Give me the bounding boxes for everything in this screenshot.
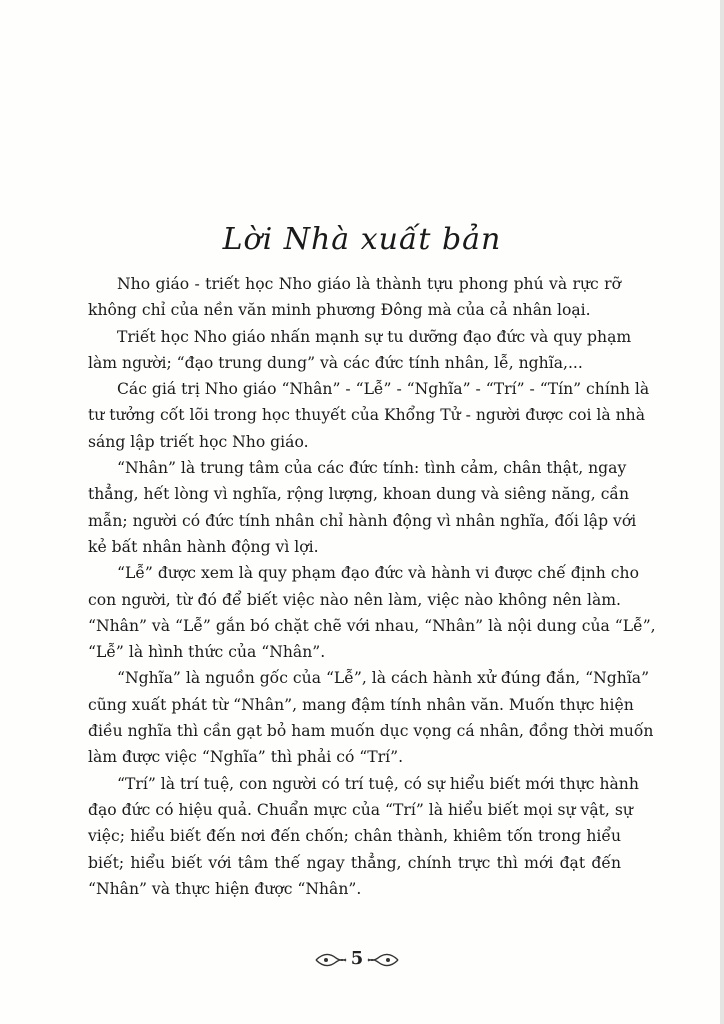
- text-line: “Nghĩa” là nguồn gốc của “Lễ”, là cách hành xử đúng đắn, “Nghĩa”: [117, 669, 650, 688]
- text-line: “Lễ” được xem là quy phạm đạo đức và hành vi được chế định cho: [117, 564, 639, 583]
- page-edge: [720, 0, 724, 1024]
- text-line: kẻ bất nhân hành động vì lợi.: [88, 537, 319, 556]
- text-line: “Nhân” và “Lễ” gắn bó chặt chẽ với nhau, “Nhân” là nội dung của “Lễ”,: [88, 616, 656, 635]
- body-text: [88, 271, 656, 902]
- text-line: con người, từ đó để biết việc nào nên làm, việc nào không nên làm.: [88, 590, 621, 609]
- text-line: thẳng, hết lòng vì nghĩa, rộng lượng, khoan dung và siêng năng, cần: [88, 485, 630, 504]
- text-line: Triết học Nho giáo nhấn mạnh sự tu dưỡng đạo đức và quy phạm: [117, 327, 632, 346]
- text-line: sáng lập triết học Nho giáo.: [88, 432, 309, 451]
- text-line: làm được việc “Nghĩa” thì phải có “Trí”.: [88, 748, 404, 767]
- text-line: Các giá trị Nho giáo “Nhân” - “Lễ” - “Nghĩa” - “Trí” - “Tín” chính là: [117, 380, 650, 399]
- text-line: làm người; “đạo trung dung” và các đức tính nhân, lễ, nghĩa,...: [88, 353, 583, 372]
- text-line: điều nghĩa thì cần gạt bỏ ham muốn dục vọng cá nhân, đồng thời muốn: [88, 722, 654, 741]
- text-line: mẫn; người có đức tính nhân chỉ hành động vì nhân nghĩa, đối lập với: [88, 511, 637, 530]
- text-line: cũng xuất phát từ “Nhân”, mang đậm tính nhân văn. Muốn thực hiện: [88, 695, 634, 714]
- text-line: “Lễ” là hình thức của “Nhân”.: [88, 643, 326, 662]
- text-line: việc; hiểu biết đến nơi đến chốn; chân thành, khiêm tốn trong hiểu: [88, 827, 621, 846]
- text-line: đạo đức có hiệu quả. Chuẩn mực của “Trí” là hiểu biết mọi sự vật, sự: [88, 800, 633, 819]
- page-title: Lời Nhà xuất bản: [222, 222, 502, 257]
- text-line: biết; hiểu biết với tâm thế ngay thẳng, chính trực thì mới đạt đến: [88, 853, 621, 872]
- text-line: không chỉ của nền văn minh phương Đông mà của cả nhân loại.: [88, 301, 591, 320]
- text-line: “Trí” là trí tuệ, con người có trí tuệ, có sự hiểu biết mới thực hành: [117, 774, 639, 793]
- page-number: [312, 946, 402, 974]
- text-line: “Nhân” là trung tâm của các đức tính: tình cảm, chân thật, ngay: [117, 459, 627, 478]
- text-line: “Nhân” và thực hiện được “Nhân”.: [88, 879, 362, 898]
- page-number-text: 5: [350, 948, 364, 969]
- text-line: tư tưởng cốt lõi trong học thuyết của Khổng Tử - người được coi là nhà: [88, 406, 646, 425]
- text-line: Nho giáo - triết học Nho giáo là thành tựu phong phú và rực rỡ: [117, 275, 621, 293]
